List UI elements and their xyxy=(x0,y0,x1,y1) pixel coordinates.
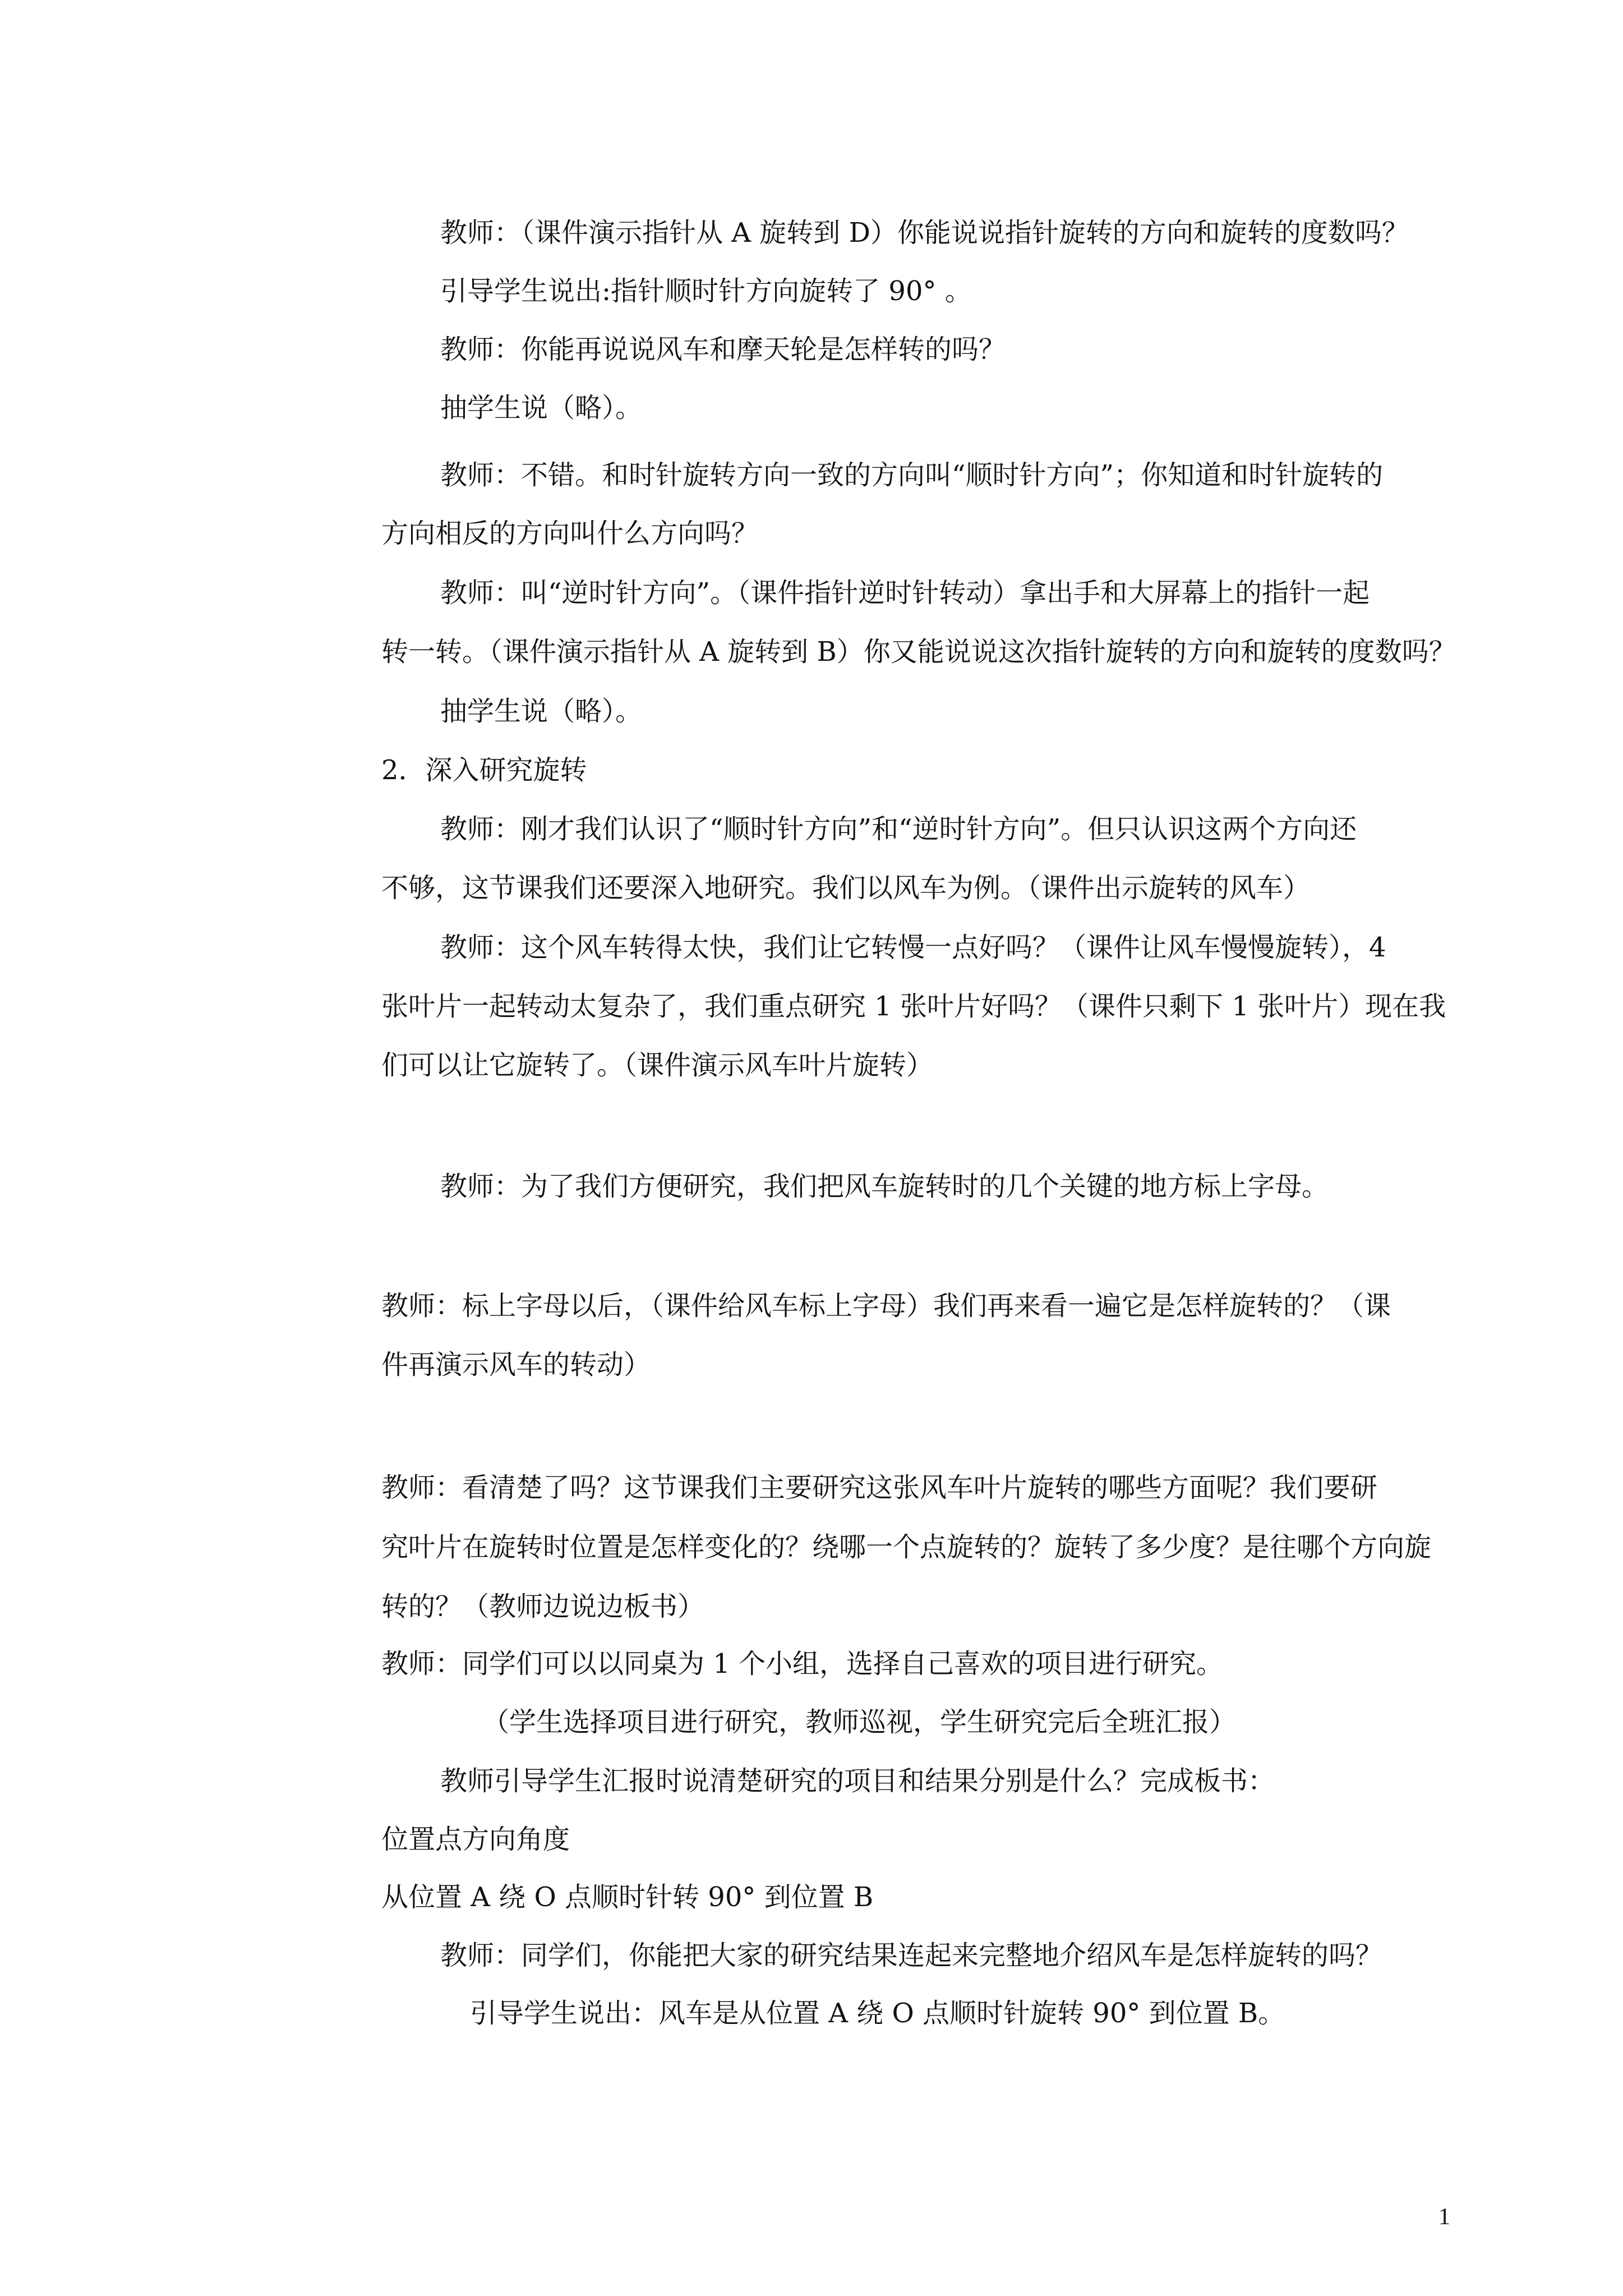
text-line: 教师：为了我们方便研究，我们把风车旋转时的几个关键的地方标上字母。 xyxy=(440,1171,1329,1202)
text-line: 教师：同学们，你能把大家的研究结果连起来完整地介绍风车是怎样旋转的吗？ xyxy=(440,1940,1383,1971)
board-writing-line: 从位置 A 绕 O 点顺时针转 90° 到位置 B xyxy=(381,1881,874,1913)
text-line: 引导学生说出：风车是从位置 A 绕 O 点顺时针旋转 90° 到位置 B。 xyxy=(470,1998,1285,2029)
text-line: 教师：叫“逆时针方向”。（课件指针逆时针转动）拿出手和大屏幕上的指针一起 xyxy=(440,577,1370,609)
text-line: 教师：这个风车转得太快，我们让它转慢一点好吗？（课件让风车慢慢旋转），4 xyxy=(440,932,1386,963)
board-writing-header: 位置点方向角度 xyxy=(381,1824,570,1855)
text-line: 教师：标上字母以后，（课件给风车标上字母）我们再来看一遍它是怎样旋转的？（课 xyxy=(381,1290,1391,1322)
text-line: 教师：你能再说说风车和摩天轮是怎样转的吗？ xyxy=(440,334,1006,365)
text-line: 张叶片一起转动太复杂了，我们重点研究 1 张叶片好吗？（课件只剩下 1 张叶片）现在我 xyxy=(381,991,1446,1022)
text-line: （学生选择项目进行研究，教师巡视，学生研究完后全班汇报） xyxy=(482,1706,1237,1738)
text-line: 教师：同学们可以以同桌为 1 个小组，选择自己喜欢的项目进行研究。 xyxy=(381,1648,1224,1680)
text-line: 教师：不错。和时针旋转方向一致的方向叫“顺时针方向”；你知道和时针旋转的 xyxy=(440,459,1384,491)
text-line: 方向相反的方向叫什么方向吗？ xyxy=(381,518,759,549)
text-line: 教师：看清楚了吗？这节课我们主要研究这张风车叶片旋转的哪些方面呢？我们要研 xyxy=(381,1472,1378,1503)
section-heading: 2．深入研究旋转 xyxy=(381,754,587,786)
text-line: 转一转。（课件演示指针从 A 旋转到 B）你又能说说这次指针旋转的方向和旋转的度数吗？ xyxy=(381,636,1456,668)
text-line: 教师：刚才我们认识了“顺时针方向”和“逆时针方向”。但只认识这两个方向还 xyxy=(440,813,1357,845)
text-line: 究叶片在旋转时位置是怎样变化的？绕哪一个点旋转的？旋转了多少度？是往哪个方向旋 xyxy=(381,1531,1432,1563)
text-line: 件再演示风车的转动） xyxy=(381,1349,651,1381)
text-line: 引导学生说出:指针顺时针方向旋转了 90° 。 xyxy=(440,275,972,307)
text-line: 抽学生说（略）。 xyxy=(440,696,643,727)
text-line: 们可以让它旋转了。（课件演示风车叶片旋转） xyxy=(381,1050,934,1081)
text-line: 抽学生说（略）。 xyxy=(440,392,643,424)
text-line: 教师：（课件演示指针从 A 旋转到 D）你能说说指针旋转的方向和旋转的度数吗？ xyxy=(440,217,1409,249)
page-number: 1 xyxy=(1438,2204,1450,2230)
text-line: 教师引导学生汇报时说清楚研究的项目和结果分别是什么？完成板书： xyxy=(440,1765,1275,1797)
text-line: 转的？（教师边说边板书） xyxy=(381,1591,705,1622)
text-line: 不够，这节课我们还要深入地研究。我们以风车为例。（课件出示旋转的风车） xyxy=(381,872,1311,904)
